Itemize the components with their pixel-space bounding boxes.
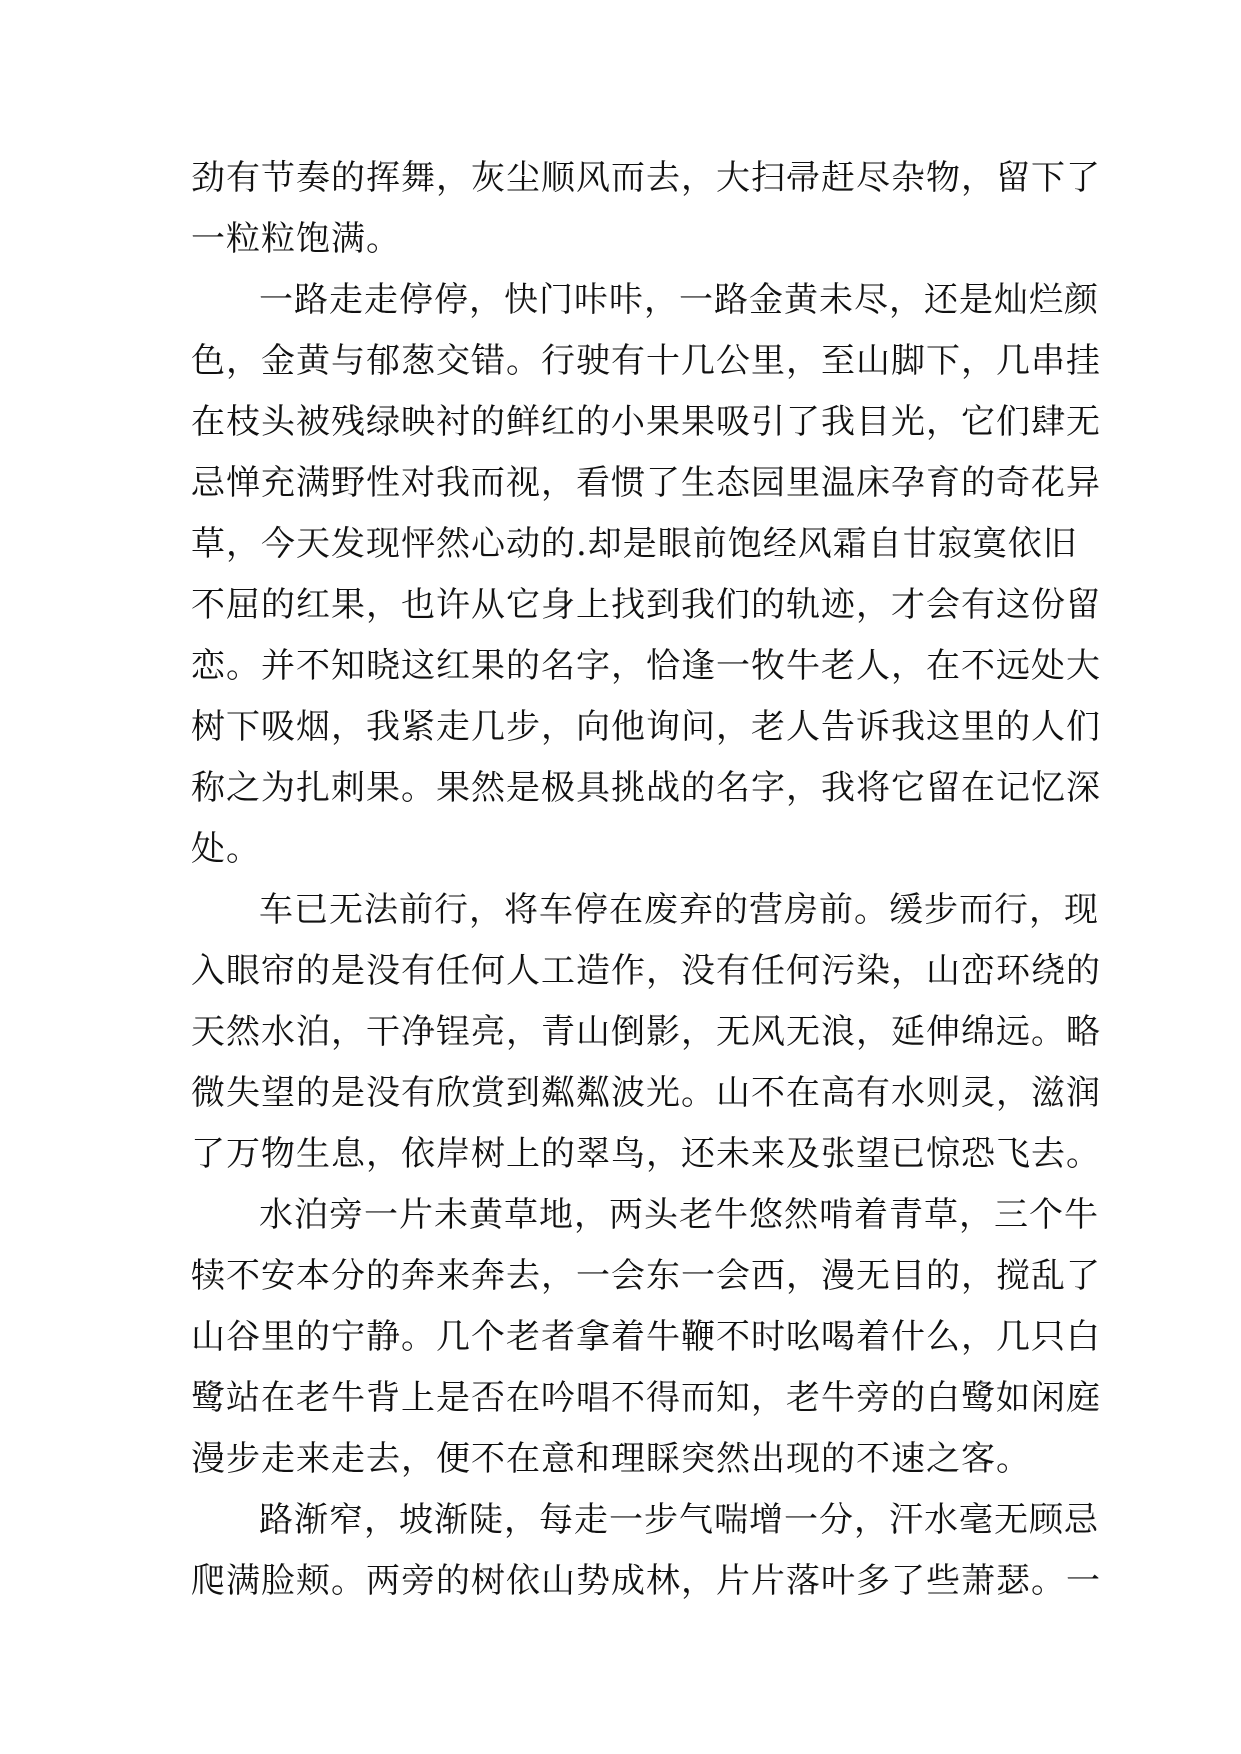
text-line: 色，金黄与郁葱交错。行驶有十几公里，至山脚下，几串挂 (191, 341, 1101, 381)
text-line: 忌惮充满野性对我而视，看惯了生态园里温床孕育的奇花异 (191, 463, 1101, 503)
text-line: 了万物生息，依岸树上的翠鸟，还未来及张望已惊恐飞去。 (191, 1134, 1101, 1174)
text-line: 鹭站在老牛背上是否在吟唱不得而知，老牛旁的白鹭如闲庭 (191, 1378, 1101, 1418)
text-line: 爬满脸颊。两旁的树依山势成林，片片落叶多了些萧瑟。一 (191, 1561, 1101, 1601)
text-line: 树下吸烟，我紧走几步，向他询问，老人告诉我这里的人们 (191, 707, 1101, 747)
text-line: 一粒粒饱满。 (191, 219, 401, 259)
body-text (191, 148, 1101, 1612)
text-line: 天然水泊，干净锃亮，青山倒影，无风无浪，延伸绵远。略 (191, 1012, 1101, 1052)
text-line: 入眼帘的是没有任何人工造作，没有任何污染，山峦环绕的 (191, 951, 1101, 991)
text-line: 犊不安本分的奔来奔去，一会东一会西，漫无目的，搅乱了 (191, 1256, 1101, 1296)
text-line: 山谷里的宁静。几个老者拿着牛鞭不时吆喝着什么，几只白 (191, 1317, 1101, 1357)
text-line: 不屈的红果，也许从它身上找到我们的轨迹，才会有这份留 (191, 585, 1101, 625)
text-line: 处。 (191, 829, 261, 869)
paragraph-start-line: 一路走走停停，快门咔咔，一路金黄未尽，还是灿烂颜 (259, 280, 1099, 320)
text-line: 劲有节奏的挥舞，灰尘顺风而去，大扫帚赶尽杂物，留下了 (191, 158, 1101, 198)
text-line: 微失望的是没有欣赏到粼粼波光。山不在高有水则灵，滋润 (191, 1073, 1101, 1113)
text-line: 恋。并不知晓这红果的名字，恰逢一牧牛老人，在不远处大 (191, 646, 1101, 686)
paragraph-start-line: 水泊旁一片未黄草地，两头老牛悠然啃着青草，三个牛 (259, 1195, 1099, 1235)
text-line: 在枝头被残绿映衬的鲜红的小果果吸引了我目光，它们肆无 (191, 402, 1101, 442)
paragraph-start-line: 路渐窄，坡渐陡，每走一步气喘增一分，汗水毫无顾忌 (259, 1500, 1099, 1540)
text-line: 漫步走来走去，便不在意和理睬突然出现的不速之客。 (191, 1439, 1031, 1479)
text-line: 称之为扎刺果。果然是极具挑战的名字，我将它留在记忆深 (191, 768, 1101, 808)
paragraph-start-line: 车已无法前行，将车停在废弃的营房前。缓步而行，现 (259, 890, 1099, 930)
text-line: 草，今天发现怦然心动的.却是眼前饱经风霜自甘寂寞依旧 (191, 524, 1078, 564)
